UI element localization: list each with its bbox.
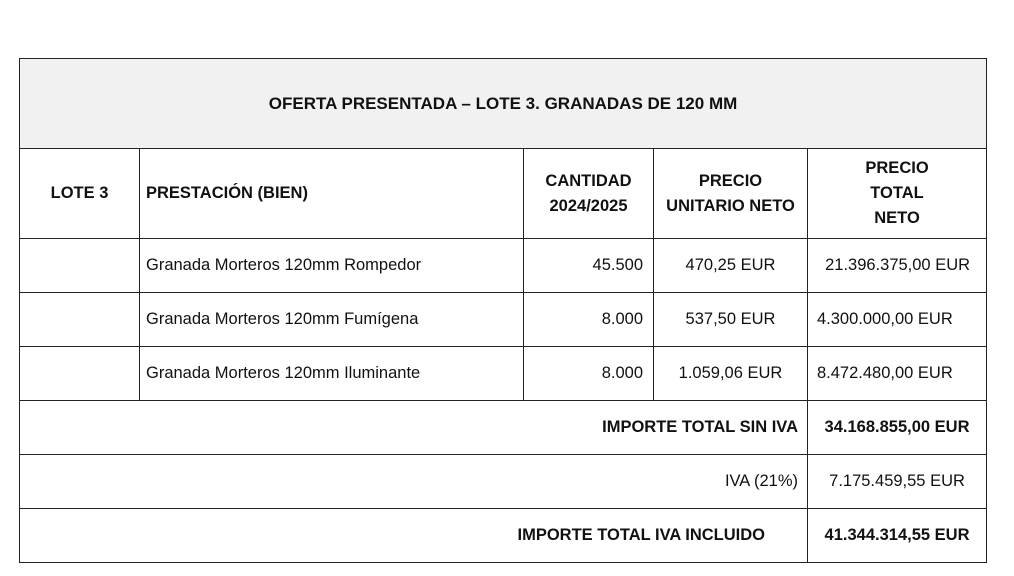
cell-prestacion: Granada Morteros 120mm Rompedor bbox=[140, 239, 524, 293]
header-precio-total-line-1: PRECIO bbox=[865, 159, 929, 177]
header-prestacion: PRESTACIÓN (BIEN) bbox=[140, 149, 524, 239]
cell-prestacion: Granada Morteros 120mm Fumígena bbox=[140, 293, 524, 347]
cell-precio-total: 8.472.480,00 EUR bbox=[808, 347, 987, 401]
total-sin-iva-label: IMPORTE TOTAL SIN IVA bbox=[20, 401, 808, 455]
cell-cantidad: 8.000 bbox=[524, 293, 654, 347]
cell-lote bbox=[20, 347, 140, 401]
total-sin-iva-row bbox=[20, 401, 987, 455]
header-lote: LOTE 3 bbox=[20, 149, 140, 239]
cell-precio-total: 4.300.000,00 EUR bbox=[808, 293, 987, 347]
cell-lote bbox=[20, 293, 140, 347]
total-con-iva-row bbox=[20, 509, 987, 563]
cell-precio-unitario: 1.059,06 EUR bbox=[654, 347, 808, 401]
table-row bbox=[20, 347, 987, 401]
iva-row bbox=[20, 455, 987, 509]
header-precio-total-line-2: TOTAL bbox=[870, 184, 924, 202]
table-title: OFERTA PRESENTADA – LOTE 3. GRANADAS DE 120 MM bbox=[20, 59, 987, 149]
header-precio-unitario-line-1: PRECIO bbox=[698, 171, 763, 190]
header-precio-total-line-3: NETO bbox=[874, 209, 920, 227]
cell-cantidad: 45.500 bbox=[524, 239, 654, 293]
header-precio-total bbox=[808, 149, 987, 239]
cell-cantidad: 8.000 bbox=[524, 347, 654, 401]
offer-table-container bbox=[19, 58, 987, 563]
cell-lote bbox=[20, 239, 140, 293]
header-cantidad-line-1: CANTIDAD bbox=[545, 171, 632, 190]
total-con-iva-value: 41.344.314,55 EUR bbox=[808, 509, 987, 563]
cell-precio-unitario: 537,50 EUR bbox=[654, 293, 808, 347]
iva-value: 7.175.459,55 EUR bbox=[808, 455, 987, 509]
cell-prestacion: Granada Morteros 120mm Iluminante bbox=[140, 347, 524, 401]
header-cantidad-line-2: 2024/2025 bbox=[549, 196, 628, 215]
header-cantidad bbox=[524, 149, 654, 239]
total-sin-iva-value: 34.168.855,00 EUR bbox=[808, 401, 987, 455]
cell-precio-unitario: 470,25 EUR bbox=[654, 239, 808, 293]
header-row bbox=[20, 149, 987, 239]
iva-label: IVA (21%) bbox=[20, 455, 808, 509]
header-precio-unitario bbox=[654, 149, 808, 239]
header-precio-unitario-line-2: UNITARIO NETO bbox=[666, 196, 795, 215]
table-row bbox=[20, 239, 987, 293]
total-con-iva-label: IMPORTE TOTAL IVA INCLUIDO bbox=[20, 509, 808, 563]
offer-table bbox=[19, 58, 987, 563]
table-row bbox=[20, 293, 987, 347]
cell-precio-total: 21.396.375,00 EUR bbox=[808, 239, 987, 293]
